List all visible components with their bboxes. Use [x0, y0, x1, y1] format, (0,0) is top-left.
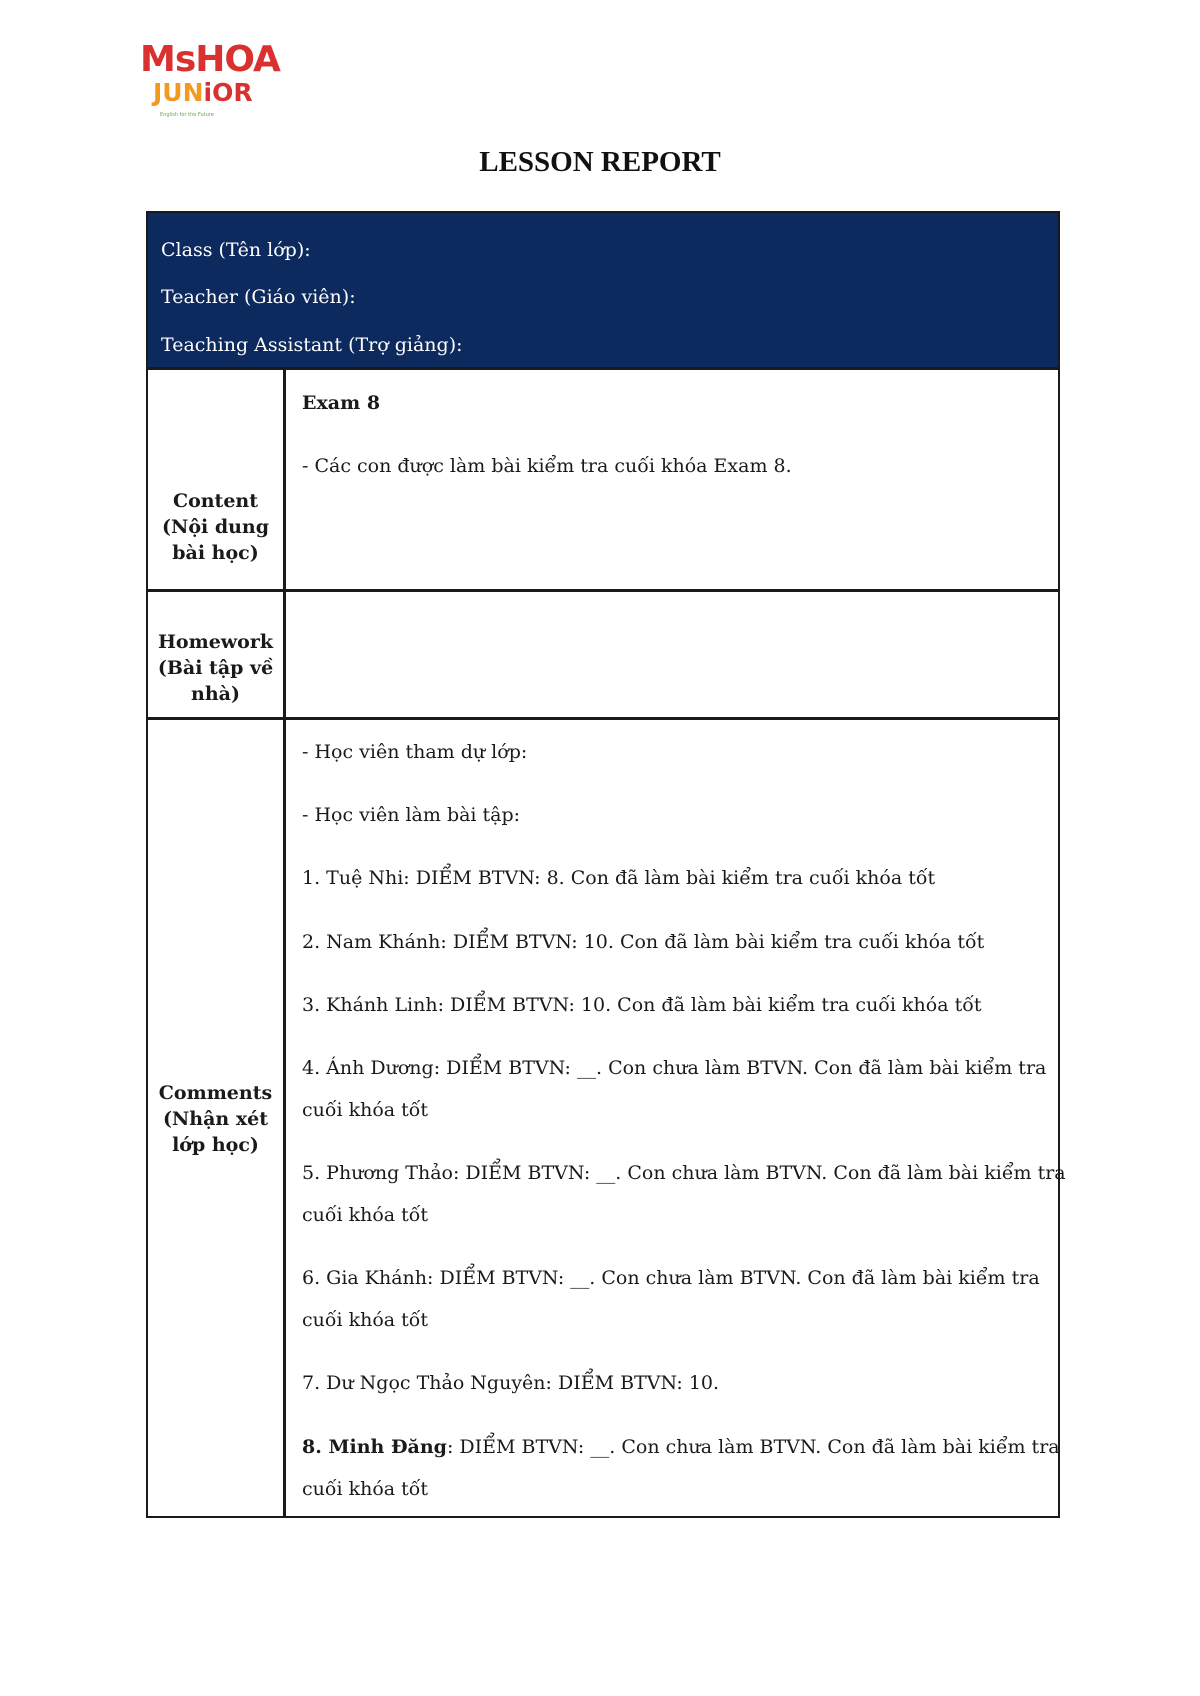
comments-label: Comments (Nhận xét lớp học) — [148, 720, 286, 1516]
content-cell — [286, 370, 1058, 589]
comments-row — [148, 720, 1066, 1516]
class-label: Class (Tên lớp): — [161, 239, 311, 261]
content-row — [148, 370, 1058, 592]
report-header — [148, 213, 1058, 370]
content-label: Content (Nội dung bài học) — [148, 370, 286, 589]
student-8: 8. Minh Đăng: DIỂM BTVN: __. Con chưa làm BTVN. Con đã làm bài kiểm tra — [302, 1436, 1060, 1458]
student-5: 5. Phương Thảo: DIỂM BTVN: __. Con chưa làm BTVN. Con đã làm bài kiểm tra — [302, 1162, 1066, 1184]
content-text: - Các con được làm bài kiểm tra cuối khóa Exam 8. — [302, 455, 792, 477]
student-6-cont: cuối khóa tốt — [302, 1309, 429, 1331]
student-8-cont: cuối khóa tốt — [302, 1478, 429, 1500]
brand-logo — [140, 40, 280, 120]
page-title: LESSON REPORT — [479, 146, 721, 178]
logo-line-1: MsHOA — [140, 39, 280, 80]
homework-done-line: - Học viên làm bài tập: — [302, 804, 521, 826]
ta-label: Teaching Assistant (Trợ giảng): — [161, 334, 463, 356]
student-2: 2. Nam Khánh: DIỂM BTVN: 10. Con đã làm bài kiểm tra cuối khóa tốt — [302, 931, 985, 953]
student-4: 4. Ánh Dương: DIỂM BTVN: __. Con chưa làm BTVN. Con đã làm bài kiểm tra — [302, 1057, 1047, 1079]
logo-line-2: JUNiOR — [153, 78, 253, 107]
student-1: 1. Tuệ Nhi: DIỂM BTVN: 8. Con đã làm bài kiểm tra cuối khóa tốt — [302, 867, 936, 889]
student-3: 3. Khánh Linh: DIỂM BTVN: 10. Con đã làm bài kiểm tra cuối khóa tốt — [302, 994, 982, 1016]
content-heading: Exam 8 — [302, 392, 381, 414]
homework-label: Homework (Bài tập về nhà) — [148, 592, 286, 717]
student-5-cont: cuối khóa tốt — [302, 1204, 429, 1226]
comments-cell — [286, 720, 1066, 1516]
homework-cell — [286, 592, 1058, 717]
teacher-label: Teacher (Giáo viên): — [161, 286, 356, 308]
student-7: 7. Dư Ngọc Thảo Nguyên: DIỂM BTVN: 10. — [302, 1372, 720, 1394]
student-4-cont: cuối khóa tốt — [302, 1099, 429, 1121]
attendance-line: - Học viên tham dự lớp: — [302, 741, 528, 763]
logo-tagline: English for the Future — [160, 112, 214, 118]
lesson-report-table — [146, 211, 1066, 1518]
homework-row — [148, 592, 1058, 720]
student-6: 6. Gia Khánh: DIỂM BTVN: __. Con chưa làm BTVN. Con đã làm bài kiểm tra — [302, 1267, 1040, 1289]
